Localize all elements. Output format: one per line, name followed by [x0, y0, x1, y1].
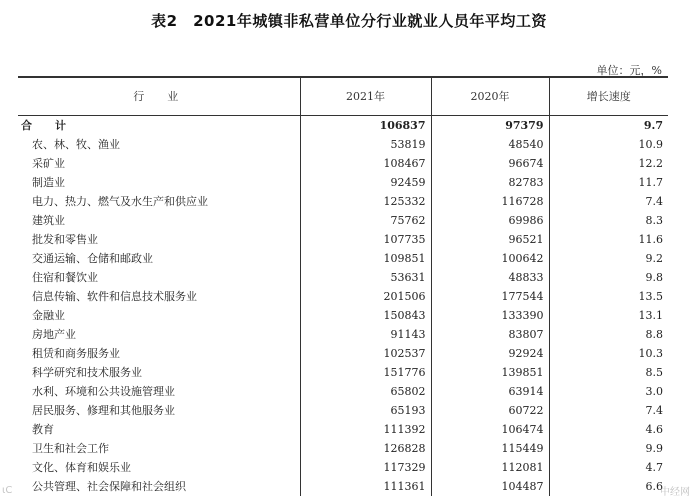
row-growth-rate: 13.5: [549, 287, 668, 306]
row-growth-rate: 4.6: [549, 420, 668, 439]
row-industry-name: 水利、环境和公共设施管理业: [32, 384, 175, 398]
table-title: 表2 2021年城镇非私营单位分行业就业人员年平均工资: [151, 12, 547, 30]
row-growth-rate: 8.5: [549, 363, 668, 382]
table-row: [18, 401, 668, 420]
row-value-2020: 106474: [431, 420, 549, 439]
row-value-2020: 112081: [431, 458, 549, 477]
row-industry-name: 农、林、牧、渔业: [32, 137, 120, 151]
row-value-2020: 96521: [431, 230, 549, 249]
row-growth-rate: 10.3: [549, 344, 668, 363]
row-industry-name: 教育: [32, 422, 54, 436]
row-growth-rate: 8.8: [549, 325, 668, 344]
table-row: [18, 344, 668, 363]
row-value-2021: 91143: [300, 325, 431, 344]
row-value-2020: 96674: [431, 154, 549, 173]
row-growth-rate: 4.7: [549, 458, 668, 477]
row-value-2021: 125332: [300, 192, 431, 211]
table-row: [18, 249, 668, 268]
row-value-2020: 139851: [431, 363, 549, 382]
row-growth-rate: 12.2: [549, 154, 668, 173]
row-value-2020: 83807: [431, 325, 549, 344]
table-row: [18, 420, 668, 439]
table-row: [18, 211, 668, 230]
row-industry-name: 科学研究和技术服务业: [32, 365, 142, 379]
row-value-2021: 150843: [300, 306, 431, 325]
row-growth-rate: 8.3: [549, 211, 668, 230]
row-value-2020: 82783: [431, 173, 549, 192]
table-row: [18, 192, 668, 211]
wage-table: [18, 76, 668, 496]
table-row-total: [18, 115, 668, 135]
row-value-2021: 109851: [300, 249, 431, 268]
row-value-2021: 108467: [300, 154, 431, 173]
row-value-2020: 69986: [431, 211, 549, 230]
source-logo: 中经网: [660, 487, 690, 498]
table-row: [18, 382, 668, 401]
row-industry-name: 房地产业: [32, 327, 76, 341]
row-industry-name: 居民服务、修理和其他服务业: [32, 403, 175, 417]
row-value-2021: 65193: [300, 401, 431, 420]
table-row: [18, 363, 668, 382]
row-industry-name: 住宿和餐饮业: [32, 270, 98, 284]
table-row: [18, 287, 668, 306]
watermark: ιC: [2, 485, 13, 496]
row-growth-rate: 11.6: [549, 230, 668, 249]
row-value-2021: 117329: [300, 458, 431, 477]
row-value-2021: 53819: [300, 135, 431, 154]
header-growth: 增长速度: [549, 77, 668, 115]
row-growth-rate: 3.0: [549, 382, 668, 401]
row-growth-rate: 9.8: [549, 268, 668, 287]
row-value-2021: 151776: [300, 363, 431, 382]
row-industry-name: 租赁和商务服务业: [32, 346, 120, 360]
row-industry-name: 批发和零售业: [32, 232, 98, 246]
row-value-2021: 106837: [300, 115, 431, 135]
row-value-2020: 60722: [431, 401, 549, 420]
table-row: [18, 268, 668, 287]
row-growth-rate: 6.6: [549, 477, 668, 496]
row-industry-name: 公共管理、社会保障和社会组织: [32, 479, 186, 493]
unit-label: 单位：元，%: [596, 64, 662, 77]
row-value-2020: 133390: [431, 306, 549, 325]
row-value-2020: 115449: [431, 439, 549, 458]
row-value-2021: 111392: [300, 420, 431, 439]
row-value-2021: 75762: [300, 211, 431, 230]
row-industry-name: 文化、体育和娱乐业: [32, 460, 131, 474]
row-industry-name: 采矿业: [32, 156, 65, 170]
table-row: [18, 477, 668, 496]
table-row: [18, 154, 668, 173]
table-row: [18, 306, 668, 325]
row-value-2020: 116728: [431, 192, 549, 211]
table-row: [18, 230, 668, 249]
row-value-2021: 107735: [300, 230, 431, 249]
row-value-2020: 48833: [431, 268, 549, 287]
row-value-2020: 48540: [431, 135, 549, 154]
row-value-2020: 63914: [431, 382, 549, 401]
row-growth-rate: 7.4: [549, 192, 668, 211]
table-row: [18, 325, 668, 344]
row-growth-rate: 9.2: [549, 249, 668, 268]
table-body: [18, 115, 668, 496]
row-industry-name: 信息传输、软件和信息技术服务业: [32, 289, 197, 303]
table-row: [18, 458, 668, 477]
row-growth-rate: 9.9: [549, 439, 668, 458]
row-industry-name: 卫生和社会工作: [32, 441, 109, 455]
row-value-2020: 177544: [431, 287, 549, 306]
row-value-2020: 92924: [431, 344, 549, 363]
row-growth-rate: 7.4: [549, 401, 668, 420]
row-industry-name: 建筑业: [32, 213, 65, 227]
row-industry-name: 交通运输、仓储和邮政业: [32, 251, 153, 265]
row-value-2021: 65802: [300, 382, 431, 401]
row-industry-name: 金融业: [32, 308, 65, 322]
header-2020: 2020年: [431, 77, 549, 115]
header-2021: 2021年: [300, 77, 431, 115]
table-header: [18, 77, 668, 115]
row-value-2021: 102537: [300, 344, 431, 363]
row-value-2021: 92459: [300, 173, 431, 192]
row-value-2021: 201506: [300, 287, 431, 306]
row-industry-name: 合 计: [21, 118, 72, 132]
table-row: [18, 135, 668, 154]
row-growth-rate: 10.9: [549, 135, 668, 154]
header-industry: 行 业: [18, 77, 300, 115]
row-growth-rate: 11.7: [549, 173, 668, 192]
row-value-2020: 100642: [431, 249, 549, 268]
row-value-2021: 53631: [300, 268, 431, 287]
row-value-2021: 126828: [300, 439, 431, 458]
row-value-2021: 111361: [300, 477, 431, 496]
table-row: [18, 173, 668, 192]
row-growth-rate: 9.7: [549, 115, 668, 135]
row-value-2020: 97379: [431, 115, 549, 135]
row-industry-name: 制造业: [32, 175, 65, 189]
row-growth-rate: 13.1: [549, 306, 668, 325]
table-row: [18, 439, 668, 458]
row-value-2020: 104487: [431, 477, 549, 496]
row-industry-name: 电力、热力、燃气及水生产和供应业: [32, 194, 208, 208]
